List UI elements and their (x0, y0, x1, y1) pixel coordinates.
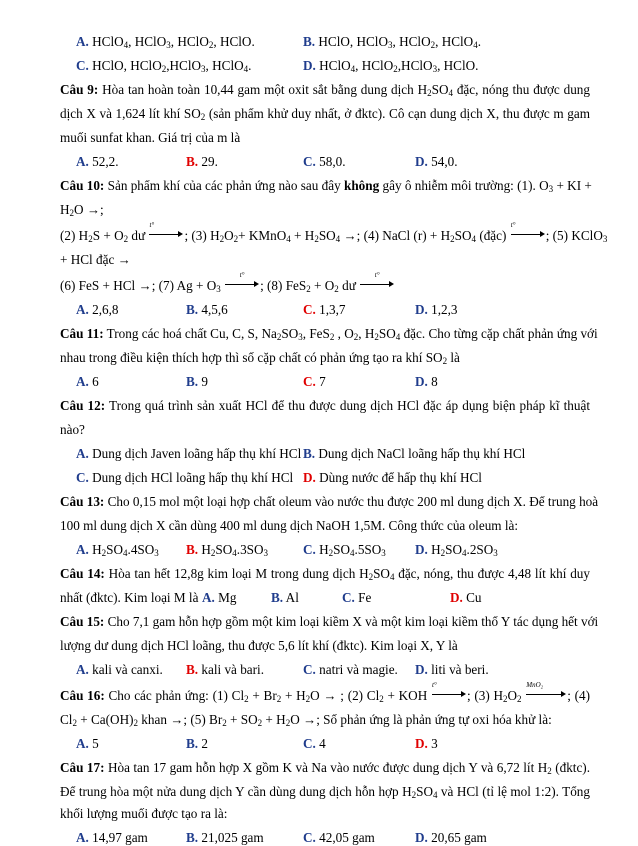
q13-option-b[interactable]: B. $H_2SO_4.3SO_3$ (186, 542, 269, 558)
q16-option-c[interactable]: C. 4 (303, 736, 326, 751)
q11-text-line-2: nhau trong điều kiện thích hợp thì số cặp chất có phản ứng tạo ra khí $SO_2$ là (60, 350, 460, 366)
q10-keyword: không (344, 178, 380, 193)
q15-text-line-1: Câu 15: Cho 7,1 gam hỗn hợp gồm một kim loại kiềm X và một kim loại kiềm thổ Y tác dụng hết với (60, 614, 599, 629)
q15-option-a[interactable]: A. kali và canxi. (76, 662, 163, 677)
q14-text-line-2: nhất (đktc). Kim loại M là A. Mg B. Al C. Fe D. Cu (60, 590, 482, 605)
q15-option-c[interactable]: C. natri và magie. (303, 662, 398, 677)
q11-option-d[interactable]: D. 8 (415, 374, 438, 389)
q11-text-line-1: Câu 11: Trong các hoá chất Cu, C, S, $Na_2SO_3$, FeS$_2$ , $O_2$, $H_2SO_4$ đặc. Cho từng cặp chất phản ứng với (60, 326, 598, 342)
q10-option-d[interactable]: D. 1,2,3 (415, 302, 458, 317)
q17-text-line-2: Để trung hòa một nửa dung dịch Y cần dùng dung dịch hỗn hợp $H_2SO_4$ và HCl (tỉ lệ mol 1:2). Tổng (60, 784, 590, 800)
q12-option-b[interactable]: B. Dung dịch NaCl loãng hấp thụ khí HCl (303, 446, 526, 461)
q12-option-a[interactable]: A. Dung dịch Javen loãng hấp thụ khí HCl (76, 446, 302, 461)
q16-option-b[interactable]: B. 2 (186, 736, 208, 751)
q8-option-b[interactable]: B. HClO, HClO$_3$, HClO$_2$, HClO$_4$. (303, 34, 482, 50)
q14-option-b[interactable]: B. Al (271, 590, 299, 605)
q10-option-a[interactable]: A. 2,6,8 (76, 302, 119, 317)
q8-option-a[interactable]: A. HClO$_4$, HClO$_3$, HClO$_2$, HClO. (76, 34, 255, 50)
q12-option-d[interactable]: D. Dùng nước để hấp thụ khí HCl (303, 470, 482, 485)
q9-option-a[interactable]: A. 52,2. (76, 154, 119, 169)
heat-arrow: t° (511, 228, 545, 238)
q12-text-line-1: Câu 12: Trong quá trình sản xuất HCl để thu được dung dịch HCl đặc áp dụng biện pháp kĩ thuật (60, 398, 591, 413)
q9-option-c[interactable]: C. 58,0. (303, 154, 346, 169)
q16-text-line-1: Câu 16: Cho các phản ứng: (1) $Cl_2 + Br_2 + H_2O$ → ; (2) $Cl_2$ + KOH t° ; (3) $H_2O_2$ MnO₂ ; (4) (60, 681, 591, 704)
q12-option-c[interactable]: C. Dung dịch HCl loãng hấp thụ khí HCl (76, 470, 294, 485)
q15-option-d[interactable]: D. liti và beri. (415, 662, 489, 677)
heat-arrow: t° (360, 278, 394, 288)
q10-text-line-2: $H_2O$ →; (60, 202, 104, 218)
q15-option-b[interactable]: B. kali và bari. (186, 662, 265, 677)
q16-option-d[interactable]: D. 3 (415, 736, 438, 751)
heat-arrow: t° (149, 228, 183, 238)
q9-option-b[interactable]: B. 29. (186, 154, 218, 169)
catalyst-arrow: MnO₂ (526, 688, 566, 698)
heat-arrow: t° (432, 688, 466, 698)
q13-option-c[interactable]: C. $H_2SO_4.5SO_3$ (303, 542, 386, 558)
q8-option-c[interactable]: C. HClO, HClO$_2$,HClO$_3$, HClO$_4$. (76, 58, 252, 74)
q10-option-c[interactable]: C. 1,3,7 (303, 302, 346, 317)
q17-text-line-1: Câu 17: Hòa tan 17 gam hỗn hợp X gồm K và Na vào nước được dung dịch Y và 6,72 lít $H_2$ (đktc). (60, 760, 590, 776)
heat-arrow: t° (225, 278, 259, 288)
q9-option-d[interactable]: D. 54,0. (415, 154, 458, 169)
q13-text-line-1: Câu 13: Cho 0,15 mol một loại hợp chất oleum vào nước thu được 200 ml dung dịch X. Để trung hoà (60, 494, 599, 509)
q17-option-d[interactable]: D. 20,65 gam (415, 830, 487, 845)
q17-option-c[interactable]: C. 42,05 gam (303, 830, 375, 845)
q14-option-c[interactable]: C. Fe (342, 590, 372, 605)
q11-option-c[interactable]: C. 7 (303, 374, 326, 389)
q16-option-a[interactable]: A. 5 (76, 736, 99, 751)
q13-option-a[interactable]: A. $H_2SO_4.4SO_3$ (76, 542, 159, 558)
q10-text-line-1: Câu 10: Sản phẩm khí của các phản ứng nào sau đây không gây ô nhiễm môi trường: (1). $O_3$ + KI + (60, 178, 592, 194)
q17-text-line-3: khối lượng muối được tạo ra là: (60, 806, 228, 821)
q16-text-line-2: $Cl_2 + Ca(OH)_2$ khan →; (5) $Br_2 + SO_2 + H_2O$ →; Số phản ứng là phản ứng tự oxi hóa khử là: (60, 712, 552, 728)
q9-text-line-3: muối sunfat khan. Giá trị của m là (60, 130, 241, 145)
q10-text-line-3: (2) $H_2S + O_2$ dư t° ; (3) $H_2O_2+$ KMnO$_4$ + $H_2SO_4$ →; (4) NaCl $(r) + H_2SO_4$ (đặc) t° ; (5) KClO$_3$ (60, 221, 608, 244)
q9-text-line-1: Câu 9: Hòa tan hoàn toàn 10,44 gam một oxit sắt bằng dung dịch $H_2SO_4$ đặc, nóng thu được dung (60, 82, 590, 98)
q8-option-d[interactable]: D. HClO$_4$, HClO$_2$,HClO$_3$, HClO. (303, 58, 479, 74)
q12-text-line-2: nào? (60, 422, 85, 437)
q15-text-line-2: lượng dư dung dịch HCl loãng, thu được 5,6 lít khí (đktc). Kim loại X, Y là (60, 638, 458, 653)
q10-text-line-5: (6) FeS + HCl →; (7) $Ag + O_3$ t° ; (8) $FeS_2 + O_2$ dư t° (60, 278, 590, 294)
q10-option-b[interactable]: B. 4,5,6 (186, 302, 228, 317)
q17-option-b[interactable]: B. 21,025 gam (186, 830, 264, 845)
q11-option-a[interactable]: A. 6 (76, 374, 99, 389)
q9-text-line-2: dịch X và 1,624 lít khí $SO_2$ (sản phẩm khử duy nhất, ở đktc). Cô cạn dung dịch X, thu được m gam (60, 106, 590, 122)
q13-option-d[interactable]: D. $H_2SO_4.2SO_3$ (415, 542, 498, 558)
q10-text-line-4: + HCl đặc → (60, 252, 131, 267)
q17-option-a[interactable]: A. 14,97 gam (76, 830, 148, 845)
q14-option-d[interactable]: D. Cu (450, 590, 482, 605)
q14-text-line-1: Câu 14: Hòa tan hết 12,8g kim loại M trong dung dịch $H_2SO_4$ đặc, nóng, thu được 4,48 lít khí duy (60, 566, 590, 582)
q11-option-b[interactable]: B. 9 (186, 374, 208, 389)
q13-text-line-2: 100 ml dung dịch X cần dùng 400 ml dung dịch NaOH 1,5M. Công thức của oleum là: (60, 518, 519, 533)
q14-option-a[interactable]: A. Mg (202, 590, 237, 605)
